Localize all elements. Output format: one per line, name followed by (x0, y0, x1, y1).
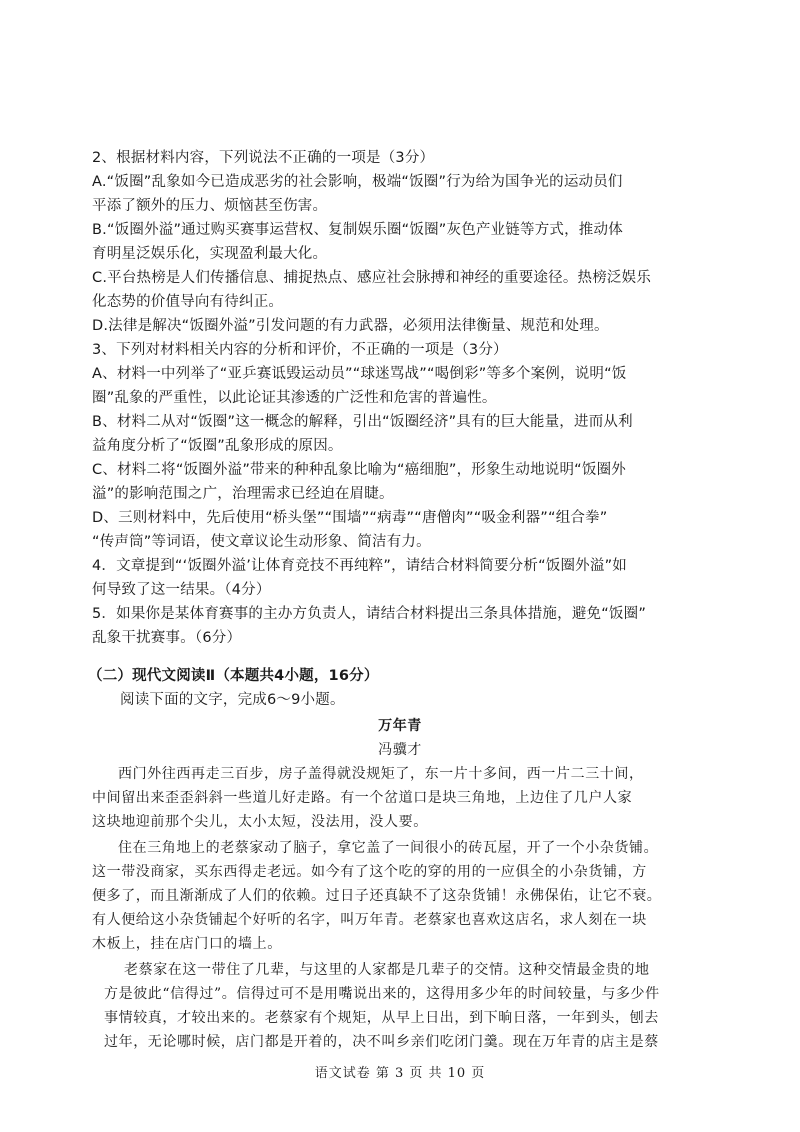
article-paragraph-3-line1: 老蔡家在这一带住了几辈，与这里的人家都是几辈子的交情。这种交情最金贵的地 (124, 962, 650, 978)
question-5-line2: 乱象干扰赛事。（6分） (92, 630, 242, 646)
q3-option-c-line1: C、材料二将“饭圈外溢”带来的种种乱象比喻为“癌细胞”，形象生动地说明“饭圈外 (92, 462, 626, 478)
question-5-line1: 5．如果你是某体育赛事的主办方负责人，请结合材料提出三条具体措施，避免“饭圈” (92, 606, 647, 622)
question-4-line2: 何导致了这一结果。（4分） (92, 582, 271, 598)
q2-option-b-line2: 育明星泛娱乐化，实现盈利最大化。 (92, 246, 328, 262)
article-author: 冯骥才 (378, 742, 422, 758)
article-title: 万年青 (378, 718, 422, 734)
q3-option-b-line1: B、材料二从对“饭圈”这一概念的解释，引出“饭圈经济”具有的巨大能量，进而从利 (92, 414, 633, 430)
article-paragraph-3-line4: 过年，无论哪时候，店门都是开着的，决不叫乡亲们吃闭门羹。现在万年青的店主是蔡 (104, 1034, 659, 1050)
article-paragraph-1-line3: 这块地迎前那个尖儿，太小太短，没法用，没人要。 (92, 814, 428, 830)
question-2-stem: 2、根据材料内容，下列说法不正确的一项是（3分） (92, 150, 435, 166)
q2-option-a-line1: A.“饭圈”乱象如今已造成恶劣的社会影响，极端“饭圈”行为给为国争光的运动员们 (92, 174, 623, 190)
q3-option-c-line2: 溢”的影响范围之广，治理需求已经迫在眉睫。 (92, 486, 394, 502)
article-paragraph-2-line2: 这一带没商家，买东西得走老远。如今有了这个吃的穿的用的一应俱全的小杂货铺，方 (92, 864, 647, 880)
article-paragraph-3-line3: 事情较真，才较出来的。老蔡家有个规矩，从早上日出，到下晌日落，一年到头，刨去 (104, 1010, 659, 1026)
article-paragraph-1-line2: 中间留出来歪歪斜斜一些道儿好走路。有一个岔道口是块三角地，上边住了几户人家 (92, 790, 633, 806)
article-paragraph-2-line4: 有人便给这小杂货铺起个好听的名字，叫万年青。老蔡家也喜欢这店名，求人刻在一块 (92, 912, 647, 928)
section-instruction: 阅读下面的文字，完成6～9小题。 (120, 692, 345, 708)
q3-option-a-line2: 圈”乱象的严重性，以此论证其渗透的广泛性和危害的普遍性。 (92, 390, 497, 406)
q2-option-c-line1: C.平台热榜是人们传播信息、捕捉热点、感应社会脉搏和神经的重要途径。热榜泛娱乐 (92, 270, 652, 286)
q2-option-a-line2: 平添了额外的压力、烦恼甚至伤害。 (92, 198, 328, 214)
article-paragraph-2-line3: 便多了，而且渐渐成了人们的依赖。过日子还真缺不了这杂货铺！永佛保佑，让它不衰。 (92, 888, 662, 904)
q3-option-a-line1: A、材料一中列举了“亚乒赛诋毁运动员”“球迷骂战”“喝倒彩”等多个案例，说明“饭 (92, 366, 627, 382)
article-paragraph-2-line5: 木板上，挂在店门口的墙上。 (92, 936, 282, 952)
q3-option-b-line2: 益角度分析了“饭圈”乱象形成的原因。 (92, 438, 343, 454)
q3-option-d-line2: “传声筒”等词语，使文章议论生动形象、简洁有力。 (92, 534, 431, 550)
page-footer: 语文试卷 第 3 页 共 10 页 (314, 1066, 486, 1081)
question-3-stem: 3、下列对材料相关内容的分析和评价，不正确的一项是（3分） (92, 342, 508, 358)
q2-option-c-line2: 化态势的价值导向有待纠正。 (92, 294, 284, 310)
q2-option-d-line1: D.法律是解决“饭圈外溢”引发问题的有力武器，必须用法律衡量、规范和处理。 (92, 318, 609, 334)
article-paragraph-1-line1: 西门外往西再走三百步，房子盖得就没规矩了，东一片十多间，西一片二三十间， (118, 766, 644, 782)
question-4-line1: 4．文章提到“‘饭圈外溢’让体育竞技不再纯粹”，请结合材料简要分析“饭圈外溢”如 (92, 558, 627, 574)
q3-option-d-line1: D、三则材料中，先后使用“桥头堡”“围墙”“病毒”“唐僧肉”“吸金利器”“组合拳” (92, 510, 608, 526)
q2-option-b-line1: B.“饭圈外溢”通过购买赛事运营权、复制娱乐圈“饭圈”灰色产业链等方式，推动体 (92, 222, 623, 238)
article-paragraph-2-line1: 住在三角地上的老蔡家动了脑子，拿它盖了一间很小的砖瓦屋，开了一个小杂货铺。 (118, 840, 659, 856)
section-heading: （二）现代文阅读Ⅱ（本题共4小题，16分） (88, 668, 379, 684)
article-paragraph-3-line2: 方是彼此“信得过”。信得过可不是用嘴说出来的，这得用多少年的时间较量，与多少件 (104, 986, 660, 1002)
